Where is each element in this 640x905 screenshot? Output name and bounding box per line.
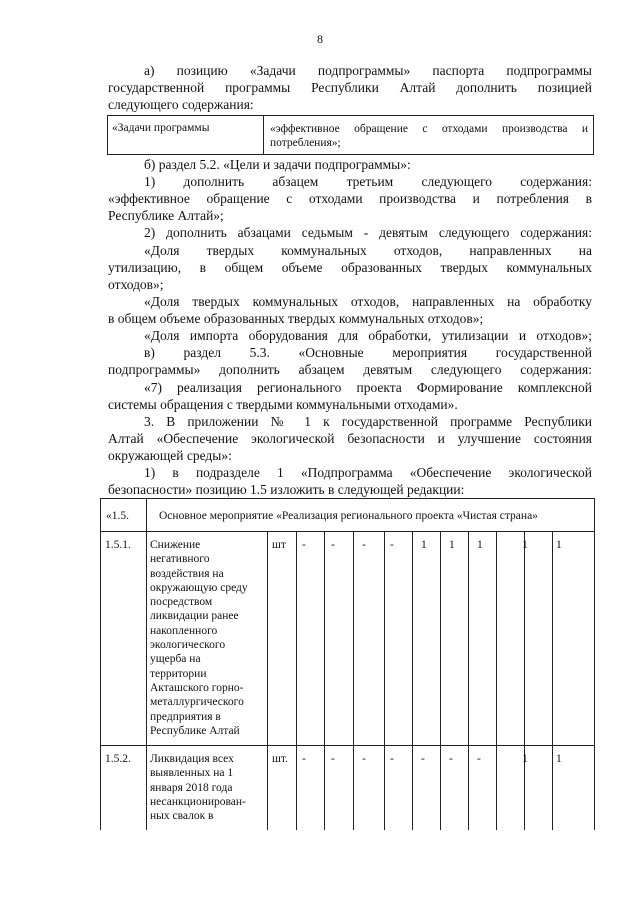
paragraph-line: безопасности» позицию 1.5 изложить в следующей редакции: — [108, 482, 465, 497]
row-name-line: предприятия в — [150, 710, 221, 723]
paragraph-line: утилизацию, в общем объеме образованных твердых коммунальных — [108, 260, 592, 275]
table-rule — [412, 531, 413, 830]
row-name-line: ликвидации ранее — [150, 610, 239, 623]
paragraph-line: «эффективное обращение с отходами производства и потребления в — [108, 191, 592, 206]
row-name-line: Акташского горно- — [150, 681, 244, 694]
insert-position-table — [107, 115, 594, 155]
paragraph-line: окружающей среды»: — [108, 448, 232, 463]
table-rule — [324, 531, 325, 830]
row-name-line: территории — [150, 667, 207, 680]
header-text: Основное мероприятие «Реализация регионального проекта «Чистая страна» — [159, 510, 538, 522]
insert-value-line: «эффективное обращение с отходами производства и — [270, 123, 588, 135]
paragraph-line: б) раздел 5.2. «Цели и задачи подпрограммы»: — [144, 157, 411, 172]
row-value: - — [477, 753, 481, 765]
row-value: - — [362, 539, 366, 551]
row-name-line: воздействия на — [150, 567, 224, 580]
table-rule — [440, 531, 441, 830]
table-rule — [496, 531, 497, 830]
table-rule — [552, 531, 553, 830]
row-name-line: ных свалок в — [150, 810, 214, 823]
section-a-line: государственной программы Республики Алтай дополнить позицией — [108, 80, 592, 95]
row-number: 1.5.1. — [105, 539, 131, 551]
paragraph-line: 1) дополнить абзацем третьим следующего содержания: — [144, 174, 592, 189]
row-value: - — [302, 539, 306, 551]
row-value: 1 — [477, 539, 483, 551]
row-name-line: ущерба на — [150, 653, 201, 666]
row-value: - — [362, 753, 366, 765]
row-value: 1 — [421, 539, 427, 551]
row-value: 1 — [556, 539, 562, 551]
row-name-line: Ликвидация всех — [150, 753, 234, 765]
row-value: - — [390, 539, 394, 551]
paragraph-line: системы обращения с твердыми коммунальными отходами». — [108, 397, 458, 412]
table-rule — [524, 531, 525, 830]
row-name-line: января 2018 года — [150, 781, 233, 794]
row-value: 1 — [522, 753, 528, 765]
paragraph-line: «Доля твердых коммунальных отходов, направленных на обработку — [144, 294, 592, 309]
row-name-line: металлургического — [150, 696, 244, 709]
row-value: - — [390, 753, 394, 765]
paragraph-line: «7) реализация регионального проекта Формирование комплексной — [144, 380, 592, 395]
row-value: 1 — [522, 539, 528, 551]
indicator-table — [100, 498, 595, 830]
insert-value-line: потребления»; — [270, 137, 341, 149]
paragraph-line: в общем объеме образованных твердых коммунальных отходов»; — [108, 311, 484, 326]
table-rule — [101, 745, 594, 746]
row-name-line: окружающую среду — [150, 581, 248, 594]
paragraph-line: 1) в подразделе 1 «Подпрограмма «Обеспечение экологической — [144, 465, 592, 480]
paragraph-line: в) раздел 5.3. «Основные мероприятия государственной — [144, 345, 592, 360]
table-rule — [468, 531, 469, 830]
paragraph-line: Республике Алтай»; — [108, 208, 224, 223]
row-value: - — [331, 753, 335, 765]
row-value: - — [449, 753, 453, 765]
insert-value — [270, 122, 588, 150]
row-unit: шт. — [272, 753, 288, 765]
paragraph-line: 2) дополнить абзацами седьмым - девятым следующего содержания: — [144, 225, 592, 240]
row-name-line: экологического — [150, 639, 226, 652]
row-name — [150, 752, 246, 823]
table-rule — [353, 531, 354, 830]
row-number: 1.5.2. — [105, 753, 131, 765]
row-value: - — [421, 753, 425, 765]
paragraph-line: 3. В приложении № 1 к государственной программе Республики — [144, 414, 592, 429]
row-value: 1 — [449, 539, 455, 551]
row-name-line: Республике Алтай — [150, 724, 240, 737]
paragraph-line: «Доля твердых коммунальных отходов, направленных на — [144, 243, 592, 258]
page-number: 8 — [317, 32, 323, 46]
row-name — [150, 538, 248, 738]
paragraph-line: отходов»; — [108, 277, 164, 292]
section-a-line: следующего содержания: — [108, 97, 254, 112]
row-name-line: накопленного — [150, 624, 218, 637]
row-name-line: несанкционирован- — [150, 795, 246, 808]
table-rule — [384, 531, 385, 830]
row-value: - — [302, 753, 306, 765]
insert-label: «Задачи программы — [112, 122, 210, 134]
paragraph-line: «Доля импорта оборудования для обработки, утилизации и отходов»; — [144, 328, 592, 343]
table-rule — [101, 531, 594, 532]
paragraph-line: подпрограммы» дополнить абзацем девятым следующего содержания: — [108, 362, 592, 377]
section-a-line: а) позицию «Задачи подпрограммы» паспорта подпрограммы — [144, 63, 592, 78]
table-rule — [267, 531, 268, 830]
row-name-line: посредством — [150, 596, 213, 609]
row-unit: шт — [272, 539, 286, 551]
row-value: 1 — [556, 753, 562, 765]
header-number: «1.5. — [106, 510, 129, 522]
table-rule — [146, 499, 147, 830]
row-name-line: выявленных на 1 — [150, 767, 234, 780]
row-value: - — [331, 539, 335, 551]
insert-table-divider — [263, 116, 264, 154]
paragraph-line: Алтай «Обеспечение экологической безопасности и улучшение состояния — [108, 431, 592, 446]
row-name-line: негативного — [150, 553, 210, 566]
table-rule — [296, 531, 297, 830]
row-name-line: Снижение — [150, 539, 201, 551]
